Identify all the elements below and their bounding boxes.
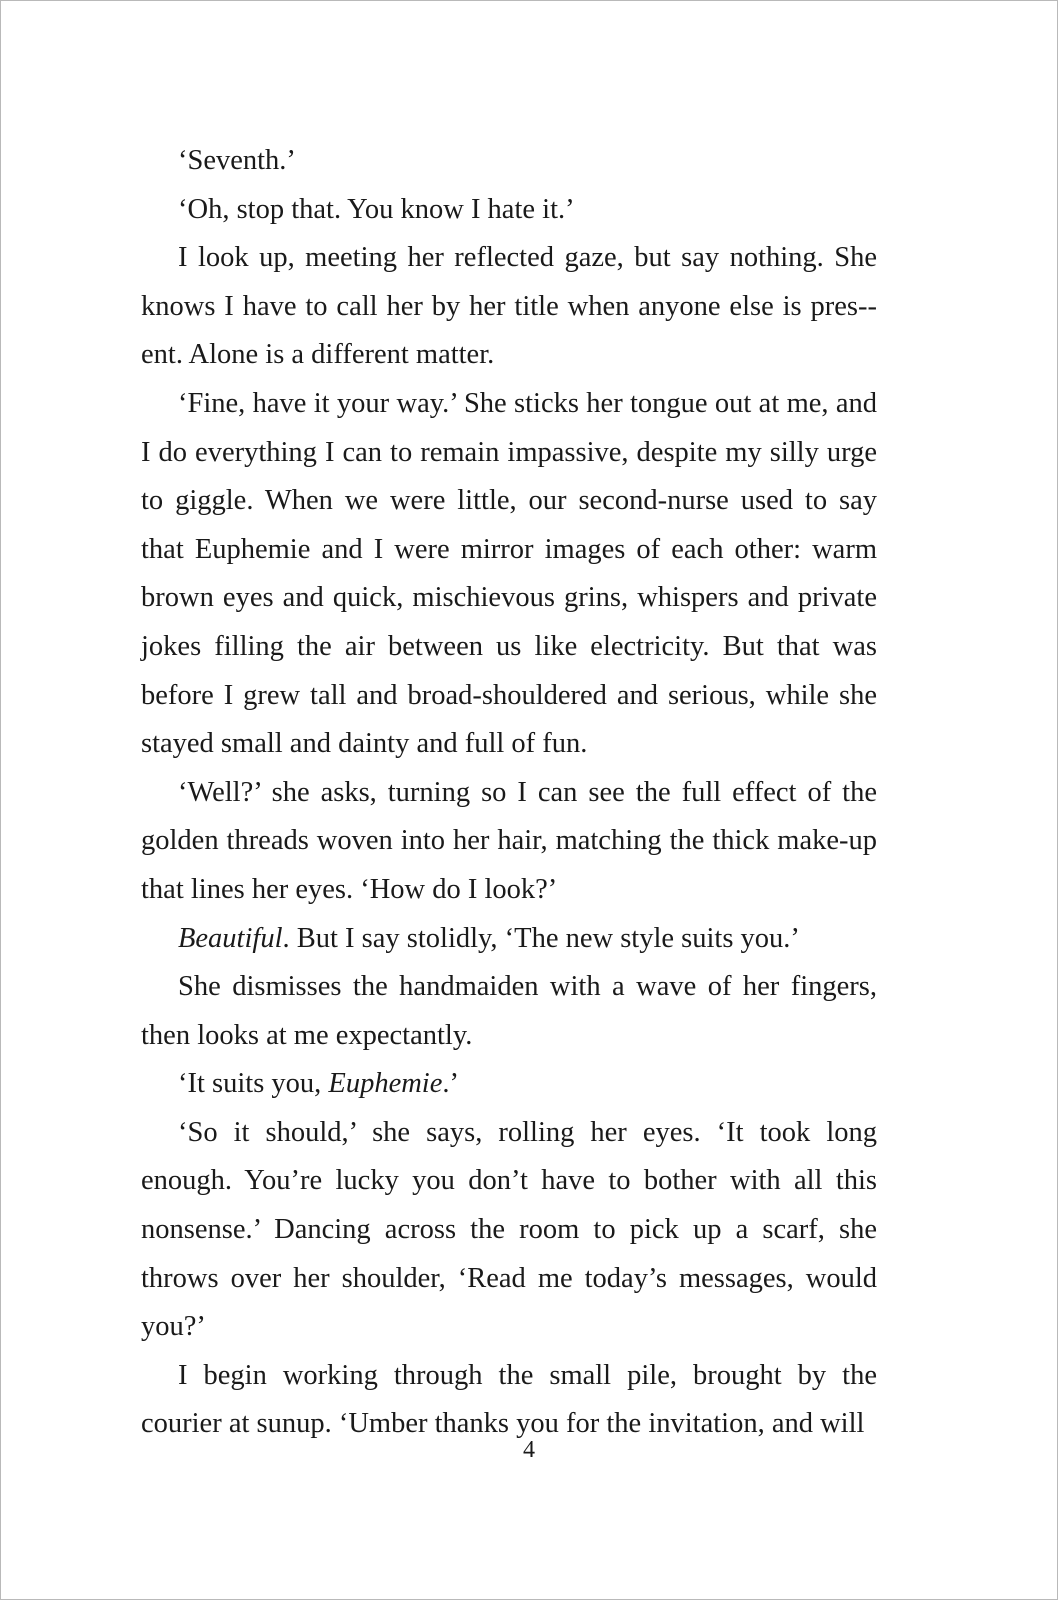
paragraph: ‘Oh, stop that. You know I hate it.’ [178, 193, 575, 225]
paragraph [141, 915, 877, 964]
paragraph: ‘Well?’ she asks, turning so I can see the full effect of the golden threads woven into her hair, matching the thick make-up that lines her eyes. ‘How do I look?’ [141, 776, 877, 905]
paragraph: ‘Seventh.’ [178, 145, 296, 176]
italic-word: Euphemie [328, 1068, 443, 1100]
paragraph: I look up, meeting her reflected gaze, but say nothing. She knows I have to call her by her title when anyone else is pres-ent. Alone is a different matter. [141, 242, 877, 371]
paragraph: ‘So it should,’ she says, rolling her eyes. ‘It took long enough. You’re lucky you don’t have to bother with all this nonsense.’ Dancing across the room to pick up a scarf, she throws over her shoulder, ‘Read me today’s messages, would you?’ [141, 1116, 877, 1343]
paragraph: I begin working through the small pile, brought by the courier at sunup. ‘Umber thanks you for the invitation, and will [141, 1359, 877, 1440]
paragraph-text: .’ [442, 1068, 460, 1100]
paragraph: She dismisses the handmaiden with a wave of her fingers, then looks at me expectantly. [141, 971, 877, 1051]
body-text [141, 137, 877, 1449]
paragraph-text: ‘It suits you, [178, 1068, 329, 1100]
page-number: 4 [523, 1437, 535, 1463]
italic-word: Beautiful [178, 922, 283, 954]
paragraph: ‘Fine, have it your way.’ She sticks her tongue out at me, and I do everything I can to remain impassive, despite my silly urge to giggle. When we were little, our second-nurse used to say that Euphemie and I were mirror images of each other: warm brown eyes and quick, mischievous grins, whispers and private jokes filling the air between us like electricity. But that was before I grew tall and broad-shouldered and serious, while she stayed small and dainty and full of fun. [141, 387, 877, 760]
paragraph [141, 1060, 877, 1109]
paragraph-text: . But I say stolidly, ‘The new style suits you.’ [282, 922, 800, 954]
